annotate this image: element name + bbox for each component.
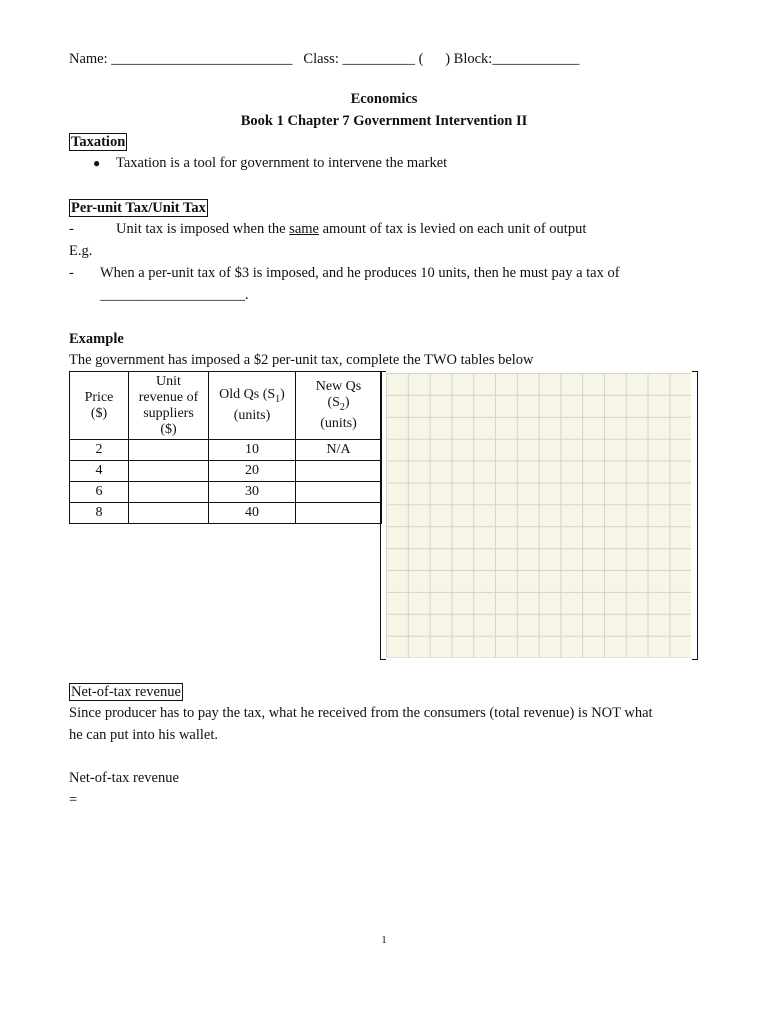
class-number-paren-close: ) xyxy=(445,51,451,67)
cell-price: 8 xyxy=(70,503,129,524)
cell-unit-revenue[interactable] xyxy=(129,440,209,461)
taxation-bullet-text: Taxation is a tool for government to intervene the market xyxy=(116,155,448,171)
unit-tax-dash: - xyxy=(69,221,74,237)
header-line xyxy=(69,51,579,68)
definition-before: Unit tax is imposed when the xyxy=(116,221,286,237)
cell-unit-revenue[interactable] xyxy=(129,461,209,482)
cell-price: 2 xyxy=(70,440,129,461)
table-row xyxy=(70,461,382,482)
eg-text: When a per-unit tax of $3 is imposed, and he produces 10 units, then he must pay a tax of xyxy=(100,265,620,281)
graph-bracket-right xyxy=(692,371,698,660)
eg-dash: - xyxy=(69,265,74,281)
cell-new-qs[interactable] xyxy=(296,482,382,503)
formula-equals: = xyxy=(69,792,78,808)
block-blank[interactable]: ____________ xyxy=(492,51,580,67)
cell-new-qs: N/A xyxy=(296,440,382,461)
formula-label: Net-of-tax revenue xyxy=(69,770,179,786)
class-label: Class: xyxy=(303,51,339,67)
page-number: 1 xyxy=(381,934,387,946)
name-blank[interactable]: _________________________ xyxy=(111,51,293,67)
header-old-qs: Old Qs $(S_1)$ (units) xyxy=(209,372,296,440)
cell-price: 6 xyxy=(70,482,129,503)
table-row xyxy=(70,503,382,524)
taxation-heading: Taxation xyxy=(71,134,126,150)
subject-title: Economics xyxy=(350,91,418,107)
cell-unit-revenue[interactable] xyxy=(129,482,209,503)
class-blank[interactable]: __________ xyxy=(342,51,415,67)
graph-paper-grid[interactable] xyxy=(386,373,691,658)
definition-after: amount of tax is levied on each unit of output xyxy=(322,221,587,237)
eg-answer-blank[interactable]: ____________________. xyxy=(100,287,249,303)
block-label: Block: xyxy=(453,51,493,67)
definition-underlined-word: same xyxy=(289,221,319,237)
cell-new-qs[interactable] xyxy=(296,461,382,482)
table-header-row xyxy=(70,372,382,440)
quantity-supplied-table xyxy=(69,371,382,524)
cell-old-qs: 10 xyxy=(209,440,296,461)
table-row xyxy=(70,440,382,461)
unit-tax-heading: Per-unit Tax/Unit Tax xyxy=(71,200,206,216)
taxation-bullet-mark: ● xyxy=(93,156,101,170)
net-of-tax-paragraph-line-2: he can put into his wallet. xyxy=(69,727,218,743)
net-of-tax-paragraph-line-1: Since producer has to pay the tax, what he received from the consumers (total revenue) is NOT what xyxy=(69,705,653,721)
header-price: Price ($) xyxy=(70,372,129,440)
net-of-tax-heading: Net-of-tax revenue xyxy=(71,684,181,700)
header-unit-revenue: Unit revenue of suppliers ($) xyxy=(129,372,209,440)
example-heading: Example xyxy=(69,331,124,347)
chapter-title: Book 1 Chapter 7 Government Intervention II xyxy=(240,113,528,129)
cell-price: 4 xyxy=(70,461,129,482)
class-number-paren-open: ( xyxy=(418,51,424,67)
cell-new-qs[interactable] xyxy=(296,503,382,524)
eg-label: E.g. xyxy=(69,243,93,259)
cell-old-qs: 20 xyxy=(209,461,296,482)
name-label: Name: xyxy=(69,51,108,67)
cell-old-qs: 40 xyxy=(209,503,296,524)
cell-old-qs: 30 xyxy=(209,482,296,503)
example-instruction: The government has imposed a $2 per-unit tax, complete the TWO tables below xyxy=(69,352,534,368)
cell-unit-revenue[interactable] xyxy=(129,503,209,524)
table-row xyxy=(70,482,382,503)
unit-tax-definition xyxy=(116,221,586,238)
header-new-qs: New Qs $(S_2)$ (units) xyxy=(296,372,382,440)
